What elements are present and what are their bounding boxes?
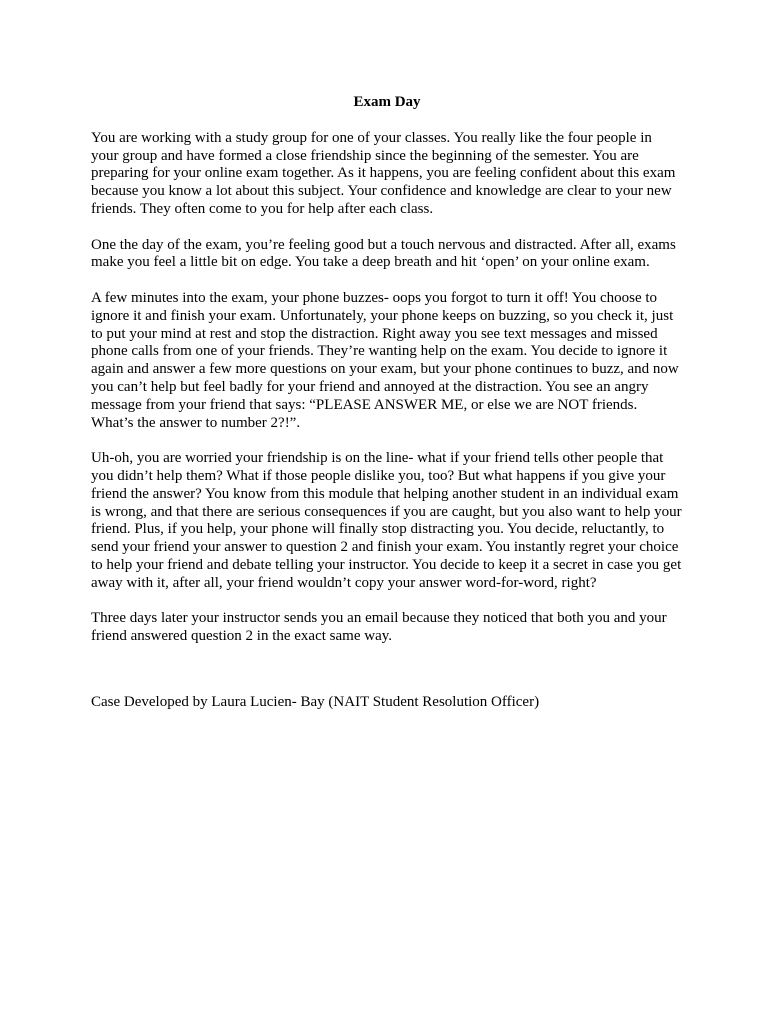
paragraph-instructor-email: Three days later your instructor sends you an email because they noticed that both you and your friend answered question 2 in the exact same way. [91,610,667,645]
paragraph-exam-day: One the day of the exam, you’re feeling good but a touch nervous and distracted. After all, exams make you feel a little bit on edge. You take a deep breath and hit ‘open’ on your online exam. [91,236,676,271]
document-title: Exam Day [353,94,421,110]
paragraph-phone-buzzes: A few minutes into the exam, your phone buzzes- oops you forgot to turn it off! You choose to ignore it and finish your exam. Unfortunately, your phone keeps on buzzing, so you check it, just to put your mind at rest and stop the distraction. Right away you see text messages and missed phone calls from one of your friends. They’re wanting help on the exam. You decide to ignore it again and answer a few more questions on your exam, but your phone continues to buzz, and now you can’t help but feel badly for your friend and annoyed at the distraction. You see an angry message from your friend that says: “PLEASE ANSWER ME, or else we are NOT friends. What’s the answer to number 2?!”. [91,289,679,431]
paragraph-study-group: You are working with a study group for one of your classes. You really like the four people in your group and have formed a close friendship since the beginning of the semester. You are preparing for your online exam together. As it happens, you are feeling confident about this exam because you know a lot about this subject. Your confidence and knowledge are clear to your new friends. They often come to you for help after each class. [91,129,676,217]
paragraph-dilemma: Uh-oh, you are worried your friendship is on the line- what if your friend tells other people that you didn’t help them? What if those people dislike you, too? But what happens if you give your friend the answer? You know from this module that helping another student in an individual exam is wrong, and that there are serious consequences if you are caught, but you also want to help your friend. Plus, if you help, your phone will finally stop distracting you. You decide, reluctantly, to send your friend your answer to question 2 and finish your exam. You instantly regret your choice to help your friend and debate telling your instructor. You decide to keep it a secret in case you get away with it, after all, your friend wouldn’t copy your answer word-for-word, right? [91,450,682,591]
document-body [91,94,683,730]
case-credit: Case Developed by Laura Lucien- Bay (NAIT Student Resolution Officer) [91,693,540,710]
